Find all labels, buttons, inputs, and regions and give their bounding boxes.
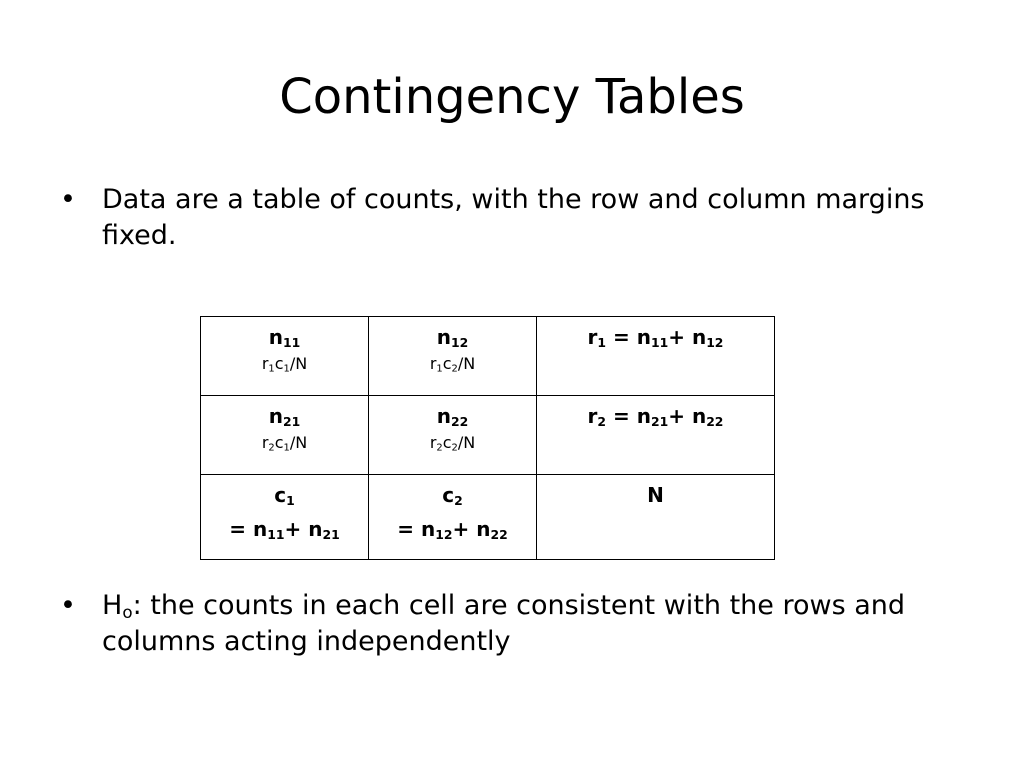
cell-row-total-2: $r_2 = n_{21}+ n_{22}$: [537, 396, 775, 475]
cell-grand-total: N: [537, 475, 775, 560]
cell-n12: $n_{12}$ $r_1c_2/N$: [369, 317, 537, 396]
table-row: [201, 396, 775, 475]
column-sum: = $n_{12}+ n_{22}$: [397, 517, 508, 543]
table-row: [201, 475, 775, 560]
column-sum: = $n_{11}+ n_{21}$: [229, 517, 340, 543]
cell-n11: $n_{11}$ $r_1c_1/N$: [201, 317, 369, 396]
bullet-marker: •: [60, 590, 76, 621]
expected-value: $r_1c_1/N$: [261, 354, 308, 375]
expected-value: $r_2c_1/N$: [261, 433, 308, 454]
cell-row-total-1: $r_1 = n_{11}+ n_{12}$: [537, 317, 775, 396]
cell-column-total-1: $c_1$ = $n_{11}+ n_{21}$: [201, 475, 369, 560]
bullet-text: Data are a table of counts, with the row and column margins fixed.: [102, 184, 925, 251]
slide-title: Contingency Tables: [279, 69, 745, 125]
table-row: [201, 317, 775, 396]
cell-column-total-2: $c_2$ = $n_{12}+ n_{22}$: [369, 475, 537, 560]
bullet-marker: •: [60, 184, 76, 215]
cell-n22: $n_{22}$ $r_2c_2/N$: [369, 396, 537, 475]
bullet-text: $H_o$: the counts in each cell are consistent with the rows and columns acting independently: [102, 590, 906, 657]
bullet-item-2: [60, 588, 970, 660]
cell-n21: $n_{21}$ $r_2c_1/N$: [201, 396, 369, 475]
expected-value: $r_1c_2/N$: [429, 354, 476, 375]
expected-value: $r_2c_2/N$: [429, 433, 476, 454]
bullet-item-1: [60, 182, 970, 254]
contingency-table: [200, 316, 775, 560]
